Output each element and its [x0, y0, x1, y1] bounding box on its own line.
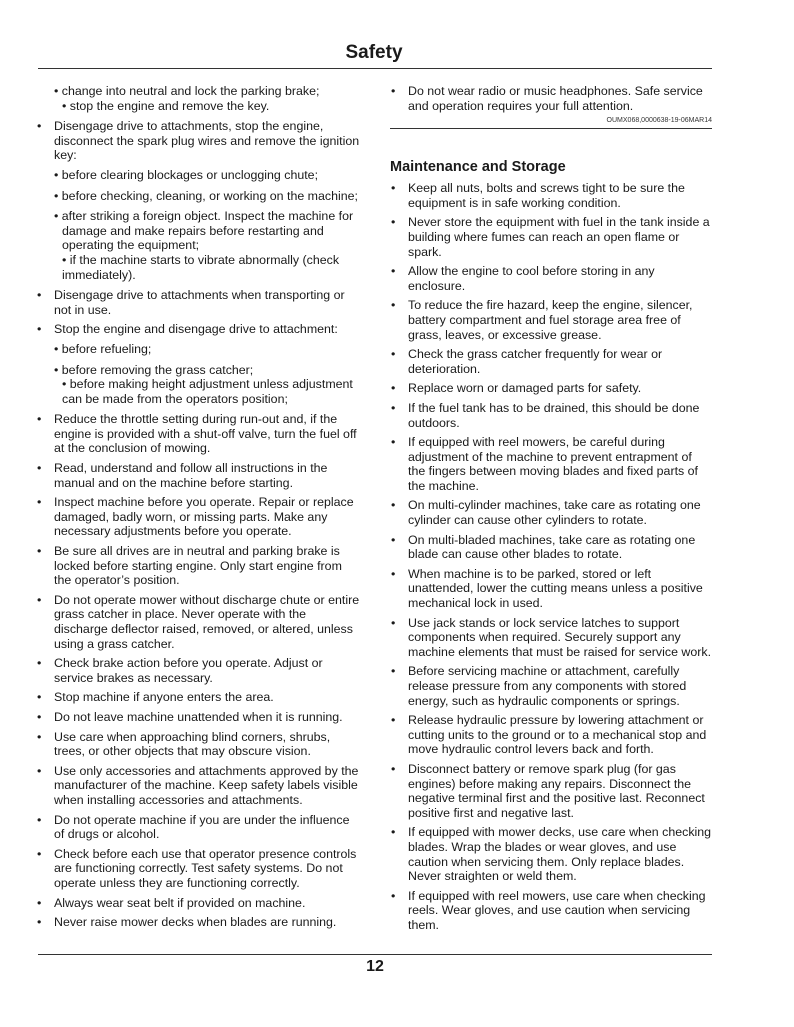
list-item: • Reduce the throttle setting during run-out and, if the engine is provided with a shut-off valve, turn the fuel off at the conclusion of mowing. — [36, 412, 362, 456]
list-item: • Replace worn or damaged parts for safety. — [390, 381, 712, 396]
list-item: • Disengage drive to attachments, stop the engine, disconnect the spark plug wires and remove the ignition key: — [36, 119, 362, 163]
list-subitem: • change into neutral and lock the parking brake; • stop the engine and remove the key. — [54, 84, 320, 113]
list-item: • Do not operate mower without discharge chute or entire grass catcher in place. Never operate with the discharge deflector raised, removed, or altered, unless using a grass catcher. — [36, 593, 362, 651]
footer-rule — [38, 954, 712, 955]
page-title: Safety — [345, 42, 403, 63]
list-item: • On multi-bladed machines, take care as rotating one blade can cause other blades to rotate. — [390, 533, 712, 562]
list-item: • Inspect machine before you operate. Repair or replace damaged, badly worn, or missing parts. Make any necessary adjustments before you operate. — [36, 495, 362, 539]
left-column — [36, 84, 362, 935]
list-item: • Disconnect battery or remove spark plug (for gas engines) before making any repairs. Disconnect the negative terminal first and the positive last. Reconnect positive first and negative last. — [390, 762, 712, 820]
page-number: 12 — [366, 958, 384, 975]
list-subitem: • before checking, cleaning, or working on the machine; — [54, 188, 358, 203]
list-item: • If equipped with mower decks, use care when checking blades. Wrap the blades or wear gloves, and use caution when servicing them. Only replace blades. Never straighten or weld them. — [390, 825, 712, 883]
list-item: • Stop machine if anyone enters the area. — [36, 690, 362, 705]
list-item: • Use care when approaching blind corners, shrubs, trees, or other objects that may obscure vision. — [36, 730, 362, 759]
list-item: • Check before each use that operator presence controls are functioning correctly. Test safety systems. Do not operate unless they are functioning correctly. — [36, 847, 362, 891]
header-rule — [38, 68, 712, 69]
section-heading: Maintenance and Storage — [390, 159, 566, 176]
list-item: • Be sure all drives are in neutral and parking brake is locked before starting engine. Only start engine from the operator’s position. — [36, 544, 362, 588]
list-item: • Never raise mower decks when blades are running. — [36, 915, 362, 930]
list-item: • Read, understand and follow all instructions in the manual and on the machine before starting. — [36, 461, 362, 490]
list-item: • To reduce the fire hazard, keep the engine, silencer, battery compartment and fuel storage area free of grass, leaves, or excessive grease. — [390, 298, 712, 342]
list-item: • Do not leave machine unattended when it is running. — [36, 710, 362, 725]
list-item: • Keep all nuts, bolts and screws tight to be sure the equipment is in safe working condition. — [390, 181, 712, 210]
list-item: • Always wear seat belt if provided on machine. — [36, 896, 362, 911]
list-item: • Check the grass catcher frequently for wear or deterioration. — [390, 347, 712, 376]
list-item: • Before servicing machine or attachment, carefully release pressure from any components with stored energy, such as hydraulic components or springs. — [390, 664, 712, 708]
list-item: • If the fuel tank has to be drained, this should be done outdoors. — [390, 401, 712, 430]
list-item: • Stop the engine and disengage drive to attachment: — [36, 322, 362, 337]
list-subitem: • after striking a foreign object. Inspect the machine for damage and make repairs before restarting and operating the equipment; • if the machine starts to vibrate abnormally (check immediately). — [54, 209, 354, 282]
list-item: • Allow the engine to cool before storing in any enclosure. — [390, 264, 712, 293]
list-item: • Do not operate machine if you are under the influence of drugs or alcohol. — [36, 813, 362, 842]
list-item: • If equipped with reel mowers, be careful during adjustment of the machine to prevent entrapment of the fingers between moving blades and fixed parts of the machine. — [390, 435, 712, 493]
list-item: • Use jack stands or lock service latches to support components when required. Securely support any machine elements that must be raised for service work. — [390, 616, 712, 660]
list-item: • Disengage drive to attachments when transporting or not in use. — [36, 288, 362, 317]
list-item: • Use only accessories and attachments approved by the manufacturer of the machine. Keep safety labels visible when installing accessories and attachments. — [36, 764, 362, 808]
list-item: • Do not wear radio or music headphones. Safe service and operation requires your full attention. — [390, 84, 712, 113]
list-item: • Never store the equipment with fuel in the tank inside a building where fumes can reach an open flame or spark. — [390, 215, 712, 259]
list-item: • Release hydraulic pressure by lowering attachment or cutting units to the ground or to a mechanical stop and move hydraulic control levers back and forth. — [390, 713, 712, 757]
list-subitem: • before clearing blockages or unclogging chute; — [54, 167, 319, 182]
reference-code: OUMX068,0000638-19-06MAR14 — [390, 116, 712, 129]
list-subitem: • before removing the grass catcher; • before making height adjustment unless adjustment can be made from the operators position; — [54, 362, 353, 406]
list-item: • Check brake action before you operate. Adjust or service brakes as necessary. — [36, 656, 362, 685]
list-item: • On multi-cylinder machines, take care as rotating one cylinder can cause other cylinders to rotate. — [390, 498, 712, 527]
list-item: • When machine is to be parked, stored or left unattended, lower the cutting means unless a positive mechanical lock in used. — [390, 567, 712, 611]
list-subitem: • before refueling; — [54, 341, 152, 356]
list-item: • If equipped with reel mowers, use care when checking reels. Wear gloves, and use caution when servicing them. — [390, 889, 712, 933]
right-column — [390, 84, 712, 938]
